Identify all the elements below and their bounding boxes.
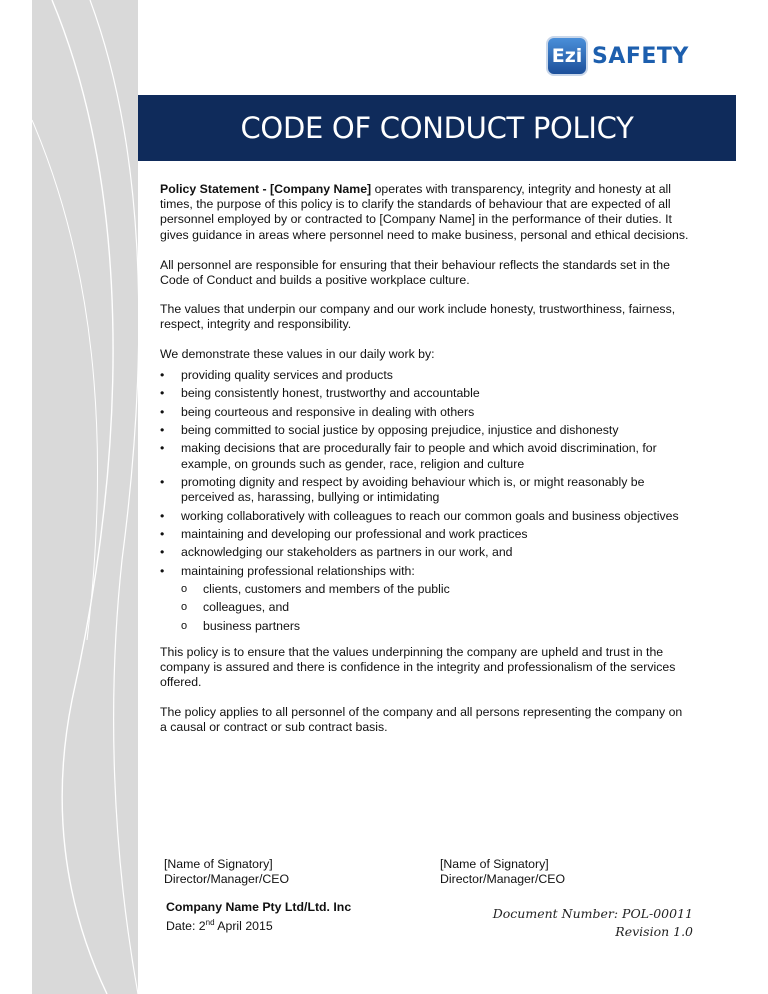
list-item: • acknowledging our stakeholders as partners in our work, and [160, 545, 690, 560]
demonstrate-paragraph: We demonstrate these values in our daily work by: [160, 346, 435, 361]
document-info [493, 905, 693, 941]
date-rest: April 2015 [214, 919, 273, 934]
document-number: Document Number: POL-00011 [492, 906, 693, 921]
logo-badge: Ezi [546, 36, 588, 76]
policy-statement [160, 182, 690, 243]
signatory-role: Director/Manager/CEO [164, 872, 290, 886]
list-item: • working collaboratively with colleagues to reach our common goals and business objectives [160, 509, 690, 524]
list-item-text: maintaining professional relationships with: [181, 563, 415, 578]
ezi-safety-logo [546, 34, 689, 78]
list-item: • promoting dignity and respect by avoiding behaviour which is, or might reasonably be perceived as, harassing, bullying or intimidating [160, 475, 690, 505]
signatory-right [440, 857, 565, 887]
values-list [160, 368, 690, 634]
list-item: • being committed to social justice by opposing prejudice, injustice and dishonesty [160, 423, 690, 438]
sub-list-item: o business partners [181, 619, 690, 634]
list-item-relationships [160, 564, 690, 634]
date-prefix: Date: 2 [166, 919, 206, 934]
signatory-left [164, 857, 289, 887]
decorative-side-panel [32, 0, 138, 994]
purpose-paragraph: This policy is to ensure that the values underpinning the company are upheld and trust in the company is assured and there is confidence in the integrity and professionalism of the services offered. [160, 644, 676, 690]
list-item: • being courteous and responsive in dealing with others [160, 405, 690, 420]
signatory-name: [Name of Signatory] [164, 857, 273, 871]
relationships-sublist [181, 582, 690, 634]
list-item: • being consistently honest, trustworthy and accountable [160, 386, 690, 401]
signatory-role: Director/Manager/CEO [440, 872, 566, 886]
sub-list-item: o clients, customers and members of the public [181, 582, 690, 597]
list-item: • providing quality services and products [160, 368, 690, 383]
company-name: Company Name Pty Ltd/Ltd. Inc [166, 900, 352, 914]
values-paragraph: The values that underpin our company and our work include honesty, trustworthiness, fairness, respect, integrity and responsibility. [160, 302, 676, 332]
page-title: CODE OF CONDUCT POLICY [240, 111, 634, 145]
document-revision: Revision 1.0 [615, 924, 693, 939]
responsibility-paragraph: All personnel are responsible for ensuring that their behaviour reflects the standards set in the Code of Conduct and builds a positive workplace culture. [160, 257, 670, 288]
statement-text: operates with transparency, integrity and honesty at all times, the purpose of this policy is to clarify the standards of behaviour that are expected of all personnel employed by or contracted to [Company Name] in the performance of their duties. It gives guidance in areas where personnel need to make business, personal and ethical decisions. [160, 182, 689, 242]
statement-label: Policy Statement - [Company Name] [160, 182, 372, 196]
applies-paragraph: The policy applies to all personnel of the company and all persons representing the company on a causal or contract or sub contract basis. [160, 704, 683, 734]
issue-date [166, 915, 351, 934]
decorative-curves [32, 0, 138, 994]
company-block [166, 900, 351, 934]
page-margin [0, 0, 32, 994]
sub-list-item: o colleagues, and [181, 600, 690, 615]
policy-body [160, 182, 690, 749]
title-banner [138, 95, 736, 161]
list-item: • maintaining and developing our professional and work practices [160, 527, 690, 542]
signatory-name: [Name of Signatory] [440, 857, 549, 871]
logo-wordmark: SAFETY [592, 43, 689, 69]
date-ordinal: nd [205, 918, 215, 927]
list-item: • making decisions that are procedurally fair to people and which avoid discrimination, for example, on grounds such as gender, race, religion and culture [160, 441, 690, 471]
